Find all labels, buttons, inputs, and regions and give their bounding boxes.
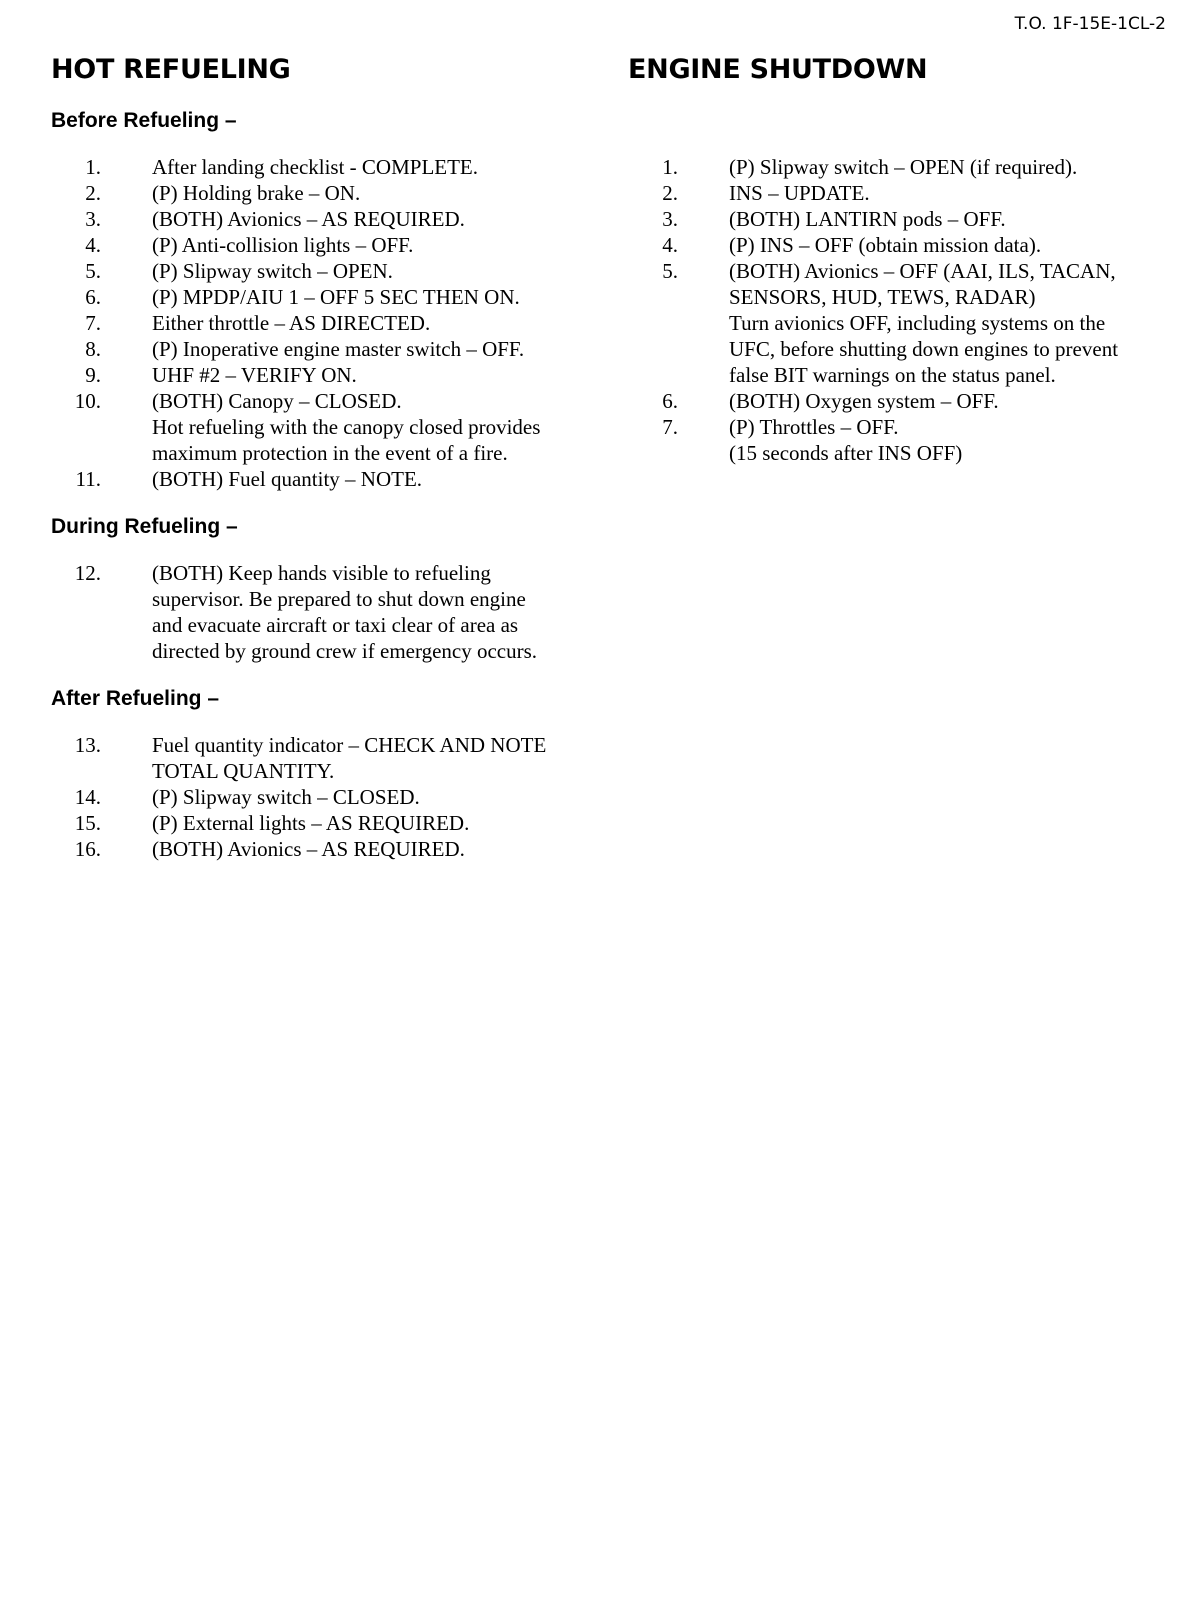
step-text — [729, 180, 1188, 206]
step-text — [152, 284, 591, 310]
step-number: 5. — [662, 259, 678, 283]
spacer — [628, 88, 1188, 134]
checklist-step — [51, 232, 591, 258]
step-number: 3. — [662, 207, 678, 231]
step-number: 1. — [662, 155, 678, 179]
step-text — [152, 258, 591, 284]
step-text — [152, 388, 591, 466]
step-number: 4. — [85, 233, 101, 257]
checklist-step — [51, 206, 591, 232]
step-text-line: After landing checklist - COMPLETE. — [152, 155, 479, 179]
checklist-step — [51, 258, 591, 284]
step-text-line: Turn avionics OFF, including systems on the — [729, 311, 1106, 335]
step-number: 2. — [85, 181, 101, 205]
step-text-line: and evacuate aircraft or taxi clear of area as — [152, 613, 519, 637]
step-text-line: UFC, before shutting down engines to prevent — [729, 337, 1119, 361]
step-number: 15. — [74, 811, 101, 835]
checklist-step — [628, 388, 1188, 414]
step-text — [152, 466, 591, 492]
step-text-line: Fuel quantity indicator – CHECK AND NOTE — [152, 733, 547, 757]
engine-shutdown-title: ENGINE SHUTDOWN — [628, 54, 928, 85]
step-text-line: (BOTH) Oxygen system – OFF. — [729, 389, 999, 413]
step-text — [152, 732, 591, 784]
step-number: 7. — [85, 311, 101, 335]
step-text-line: UHF #2 – VERIFY ON. — [152, 363, 357, 387]
checklist-step — [51, 810, 591, 836]
during-refueling-heading: During Refueling – — [51, 515, 238, 538]
step-text-line: Hot refueling with the canopy closed provides — [152, 415, 541, 439]
step-text-line: (BOTH) LANTIRN pods – OFF. — [729, 207, 1006, 231]
step-text-line: (P) Anti-collision lights – OFF. — [152, 233, 414, 257]
checklist-step — [628, 414, 1188, 466]
step-number: 11. — [75, 467, 101, 491]
document-id: T.O. 1F-15E-1CL-2 — [1014, 14, 1166, 34]
step-text — [152, 336, 591, 362]
step-text-line: INS – UPDATE. — [729, 181, 870, 205]
step-text-line: (P) INS – OFF (obtain mission data). — [729, 233, 1042, 257]
hot-refueling-column — [51, 52, 591, 862]
checklist-step — [628, 180, 1188, 206]
step-text — [729, 154, 1188, 180]
step-number: 4. — [662, 233, 678, 257]
checklist-step — [51, 362, 591, 388]
step-text — [729, 388, 1188, 414]
step-number: 6. — [662, 389, 678, 413]
step-text-line: supervisor. Be prepared to shut down engine — [152, 587, 526, 611]
step-text — [152, 310, 591, 336]
step-number: 14. — [74, 785, 101, 809]
step-text — [729, 206, 1188, 232]
checklist-step — [51, 310, 591, 336]
checklist-step — [51, 388, 591, 466]
engine-shutdown-list — [628, 154, 1188, 466]
step-text-line: (BOTH) Fuel quantity – NOTE. — [152, 467, 423, 491]
step-text — [152, 836, 591, 862]
checklist-step — [51, 560, 591, 664]
step-number: 9. — [85, 363, 101, 387]
step-number: 16. — [74, 837, 101, 861]
step-text-line: (BOTH) Avionics – AS REQUIRED. — [152, 837, 465, 861]
checklist-step — [51, 836, 591, 862]
checklist-step — [628, 258, 1188, 388]
checklist-step — [628, 206, 1188, 232]
after-refueling-list — [51, 732, 591, 862]
step-text-line: false BIT warnings on the status panel. — [729, 363, 1056, 387]
step-number: 7. — [662, 415, 678, 439]
step-number: 2. — [662, 181, 678, 205]
checklist-step — [51, 784, 591, 810]
step-text — [152, 180, 591, 206]
step-text-line: (P) Slipway switch – OPEN. — [152, 259, 393, 283]
step-text — [729, 414, 1188, 466]
checklist-step — [51, 466, 591, 492]
before-refueling-list — [51, 154, 591, 492]
step-text-line: (P) Slipway switch – CLOSED. — [152, 785, 420, 809]
step-text-line: (BOTH) Avionics – OFF (AAI, ILS, TACAN, — [729, 259, 1116, 283]
step-text — [729, 232, 1188, 258]
step-text-line: (P) Slipway switch – OPEN (if required). — [729, 155, 1078, 179]
engine-shutdown-column — [628, 52, 1188, 466]
checklist-step — [628, 154, 1188, 180]
step-text-line: Either throttle – AS DIRECTED. — [152, 311, 431, 335]
during-refueling-list — [51, 560, 591, 664]
hot-refueling-title: HOT REFUELING — [51, 54, 291, 85]
step-text-line: (BOTH) Keep hands visible to refueling — [152, 561, 491, 585]
step-number: 1. — [85, 155, 101, 179]
step-text — [152, 206, 591, 232]
checklist-step — [51, 284, 591, 310]
step-number: 5. — [85, 259, 101, 283]
checklist-step — [51, 732, 591, 784]
step-text-line: maximum protection in the event of a fire. — [152, 441, 508, 465]
step-text — [152, 810, 591, 836]
checklist-step — [51, 154, 591, 180]
after-refueling-heading: After Refueling – — [51, 687, 220, 710]
step-text — [152, 784, 591, 810]
checklist-step — [628, 232, 1188, 258]
step-number: 3. — [85, 207, 101, 231]
step-text-line: SENSORS, HUD, TEWS, RADAR) — [729, 285, 1036, 309]
step-text-line: (P) Holding brake – ON. — [152, 181, 361, 205]
step-number: 6. — [85, 285, 101, 309]
step-text-line: (BOTH) Avionics – AS REQUIRED. — [152, 207, 465, 231]
step-text — [729, 258, 1188, 388]
step-text-line: directed by ground crew if emergency occurs. — [152, 639, 538, 663]
step-text-line: (BOTH) Canopy – CLOSED. — [152, 389, 402, 413]
before-refueling-heading: Before Refueling – — [51, 109, 237, 132]
step-text-line: (P) External lights – AS REQUIRED. — [152, 811, 470, 835]
checklist-step — [51, 336, 591, 362]
step-text — [152, 232, 591, 258]
step-text — [152, 362, 591, 388]
step-text-line: (P) MPDP/AIU 1 – OFF 5 SEC THEN ON. — [152, 285, 520, 309]
step-text-line: (P) Inoperative engine master switch – OFF. — [152, 337, 525, 361]
step-number: 13. — [74, 733, 101, 757]
step-text — [152, 154, 591, 180]
step-number: 10. — [74, 389, 101, 413]
checklist-step — [51, 180, 591, 206]
step-number: 12. — [74, 561, 101, 585]
step-number: 8. — [85, 337, 101, 361]
step-text-line: TOTAL QUANTITY. — [152, 759, 335, 783]
step-text-line: (P) Throttles – OFF. — [729, 415, 899, 439]
step-text-line: (15 seconds after INS OFF) — [729, 441, 963, 465]
step-text — [152, 560, 591, 664]
